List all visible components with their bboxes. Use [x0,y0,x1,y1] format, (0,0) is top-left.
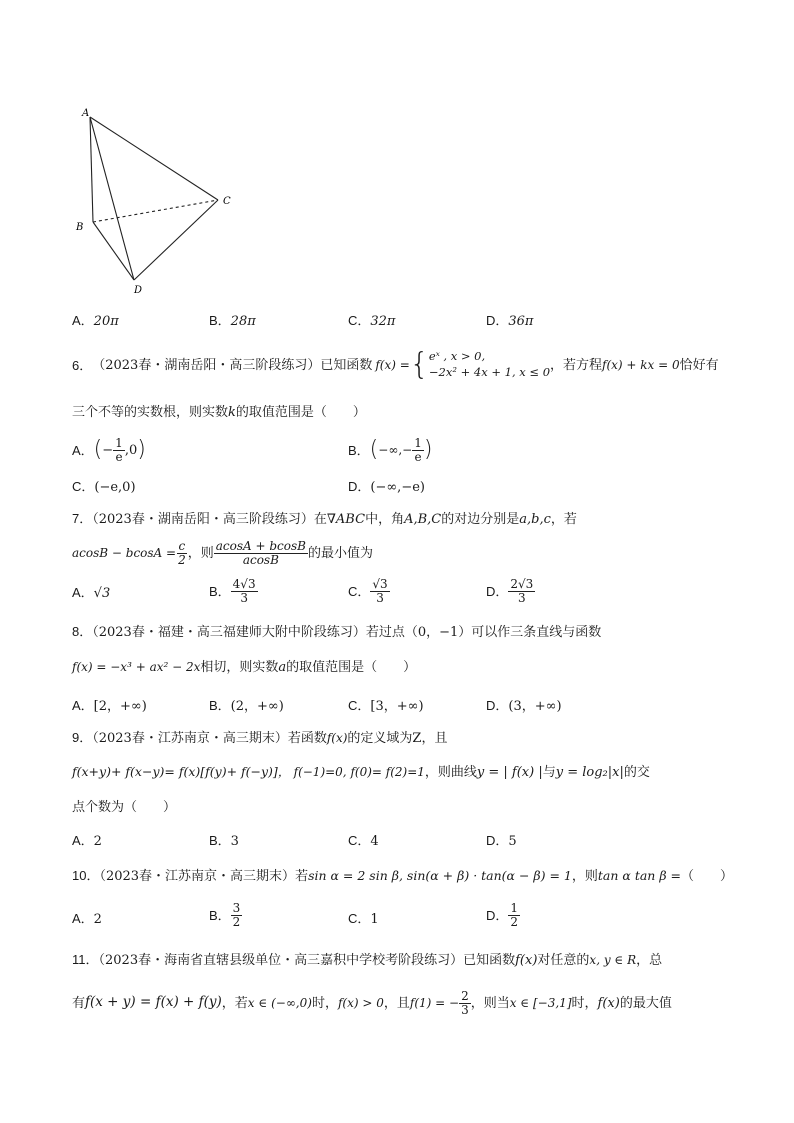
option-value: 5 [508,834,517,849]
q7-option-d[interactable] [486,578,535,604]
question-source: （2023春・湖南岳阳・高三阶段练习） [92,357,321,373]
stem-text: 若过点（0，−1）可以作三条直线与函数 [365,625,602,640]
option-value: (3，+∞) [508,699,562,714]
math-text: ,0 [124,442,138,458]
q11-stem-line1 [72,953,662,967]
stem-text: 时， [571,995,598,1011]
fraction-denominator: acosB [242,552,279,567]
option-value: 28π [230,314,256,329]
fraction-denominator: 2 [510,914,519,929]
edge-bc-hidden [93,200,218,222]
stem-text: ，则曲线 [424,765,477,780]
q5-option-d[interactable] [486,314,533,328]
fraction-numerator: 3 [232,901,241,915]
fraction [214,540,308,566]
q10-option-d[interactable] [486,902,520,928]
fraction [231,578,258,604]
option-letter: D． [348,479,371,494]
vertex-label-c: C [223,196,231,207]
math-equation: f(x + y) = f(x) + f(y) [85,994,222,1011]
q10-option-b[interactable] [209,902,242,928]
q5-option-a[interactable] [72,314,119,328]
q8-option-a[interactable] [72,699,147,713]
stem-text: 的最大值 [619,995,672,1011]
fraction-denominator: e [115,449,123,464]
q9-option-d[interactable] [486,834,517,848]
option-letter: A． [72,911,94,926]
fraction-denominator: 2 [232,914,241,929]
stem-text: 有 [72,995,86,1011]
stem-text: 三个不等的实数根，则实数 [72,405,229,420]
question-number: 11． [72,952,99,967]
stem-text: 在 [313,512,327,527]
option-letter: B． [209,313,231,328]
fraction [508,578,535,604]
math-condition: acosB − bcosA = [72,546,177,561]
question-number: 6． [72,357,93,373]
option-letter: B． [209,907,231,923]
fraction-numerator: 1 [510,901,519,915]
paren-glyph: ) [423,437,433,463]
question-number: 10． [72,868,100,883]
option-letter: A． [72,833,94,848]
math-expression: tan α tan β = [597,868,681,883]
stem-text: 时， [311,995,338,1011]
q8-option-b[interactable] [209,699,284,713]
q6-option-b[interactable] [348,437,432,463]
question-number: 9． [72,730,93,745]
math-condition: x ∈ [−3,1] [509,996,572,1011]
math-condition: ， f(−1)=0, f(0)= f(2)=1 [277,765,425,779]
fraction-numerator: 1 [414,436,422,450]
q8-stem-line2 [72,661,416,674]
fraction [176,540,188,566]
option-value: 4 [370,834,379,849]
q10-option-c[interactable] [348,912,379,926]
stem-text: 相切，则实数 [200,660,279,675]
math-curve: y = log₂|x| [555,765,624,780]
math-text: −∞,− [378,443,413,458]
math-fx: f(x) = [375,358,410,372]
math-condition: f(1) = − [409,996,460,1011]
fraction-denominator: 2 [178,552,186,567]
q7-option-a[interactable] [72,586,110,600]
edge-ab [90,117,93,222]
option-value: (−∞,−e) [370,480,425,495]
vertex-label-d: D [134,285,143,296]
q8-option-d[interactable] [486,699,562,713]
option-letter: A． [72,585,94,600]
fraction-numerator: 2√3 [510,577,534,591]
option-value: [3，+∞) [370,699,424,714]
q9-stem-line1 [72,731,447,745]
math-sides: a,b,c [519,512,551,527]
fraction-denominator: 3 [376,590,384,605]
question-number: 7． [72,511,93,526]
stem-text: 的取值范围是（ ） [286,660,417,675]
piece-case-2: −2x² + 4x + 1, x ≤ 0 [428,365,551,379]
fraction-numerator: √3 [372,577,388,591]
math-curve: y = | f(x) | [476,765,543,780]
fraction-denominator: e [414,449,422,464]
stem-text: 点个数为（ ） [72,800,177,815]
paren-glyph: ( [369,437,379,463]
fraction [412,437,424,463]
paren-glyph: ) [137,437,146,463]
q6-stem-line1 [72,347,719,382]
q6-option-a[interactable] [72,437,146,463]
q10-option-a[interactable] [72,912,102,926]
option-letter: D． [486,698,509,713]
stem-text: 已知函数 [463,953,516,968]
stem-text: （ ） [681,869,734,884]
option-value: 1 [370,912,379,927]
option-value: 2 [93,834,102,849]
math-equation: f(x+y)+ f(x−y)= f(x)[f(y)+ f(−y)] [72,764,278,779]
fraction [508,902,520,928]
q7-option-b[interactable] [209,578,258,604]
option-letter: C． [348,583,371,599]
q7-option-c[interactable] [348,578,390,604]
piecewise-cases [429,349,550,380]
option-value: (2，+∞) [230,699,284,714]
q6-option-c[interactable] [72,480,136,494]
stem-text: 对任意的 [537,953,590,968]
question-source: （2023春・海南省直辖县级单位・高三嘉积中学校考阶段练习） [98,953,464,968]
q5-option-c[interactable] [348,314,395,328]
stem-text: 的对边分别是 [441,512,520,527]
math-triangle: ∇ABC [326,512,366,527]
option-value: 36π [508,314,534,329]
question-source: （2023春・福建・高三福建师大附中阶段练习） [92,625,366,640]
q6-stem-line2 [72,406,366,419]
q8-option-c[interactable] [348,699,424,713]
stem-text: 的定义域为Z，且 [347,731,448,746]
stem-text: ，则当 [470,995,510,1011]
q9-option-c[interactable] [348,834,379,848]
fraction-denominator: 3 [518,590,526,605]
stem-text: 中，角 [365,512,405,527]
fraction [231,902,243,928]
fraction [113,437,125,463]
option-letter: C． [348,698,371,713]
option-letter: C． [348,911,371,926]
math-vars: x, y ∈ R [589,953,637,967]
option-letter: A． [72,442,94,458]
stem-text: ，若 [550,512,577,527]
q9-option-a[interactable] [72,834,102,848]
math-text: − [102,442,114,458]
stem-text: 的取值范围是（ ） [235,405,366,420]
stem-text: ，若 [221,995,248,1011]
left-brace-glyph: { [409,347,429,382]
q9-stem-line3 [72,801,176,814]
fraction-numerator: 1 [115,436,123,450]
question-source: （2023春・江苏南京・高三期末） [99,869,296,884]
fraction-numerator: 2 [461,989,469,1003]
option-value: √3 [93,586,111,601]
q6-option-d[interactable] [348,480,425,494]
option-letter: D． [486,583,509,599]
question-source: （2023春・湖南岳阳・高三阶段练习） [92,512,314,527]
question-source: （2023春・江苏南京・高三期末） [92,731,288,746]
option-letter: C． [348,313,371,328]
stem-text: ，则 [187,545,214,561]
option-letter: A． [72,313,94,328]
q11-stem-line2 [72,990,672,1016]
math-condition: f(x) > 0 [337,996,384,1011]
option-value: 3 [230,834,239,849]
option-value: 32π [370,314,396,329]
fraction-denominator: 3 [461,1002,469,1017]
stem-text: 恰好有 [679,357,719,373]
vertex-label-a: A [82,108,90,119]
math-condition: sin α = 2 sin β, sin(α + β) · tan(α − β) = 1 [308,868,572,883]
q7-stem-line2 [72,540,373,566]
piece-case-1: eˣ , x > 0, [428,349,486,364]
option-letter: B． [348,442,370,458]
math-var: a [278,660,287,675]
stem-text: ，若方程 [550,357,603,373]
stem-text: 若函数 [287,731,327,746]
option-letter: A． [72,698,94,713]
q8-stem-line1 [72,625,601,639]
option-value: [2，+∞) [93,699,147,714]
fraction-numerator: acosA + bcosB [215,539,306,553]
fraction-numerator: c [178,539,186,553]
stem-text: 的交 [623,765,650,780]
math-fx: f(x) [326,731,348,745]
stem-text: 的最小值为 [307,545,373,561]
option-value: 20π [93,314,119,329]
fraction-denominator: 3 [240,590,248,605]
tetrahedron-figure [70,100,250,300]
fraction-numerator: 4√3 [232,577,256,591]
math-var: k [228,405,236,420]
stem-text: 若 [295,869,309,884]
option-value: 2 [93,912,102,927]
math-angles: A,B,C [404,512,442,527]
q5-option-b[interactable] [209,314,256,328]
paren-glyph: ( [93,437,103,463]
vertex-label-b: B [76,222,84,233]
stem-text: ，总 [636,953,663,968]
q7-stem-line1 [72,512,577,526]
option-letter: D． [486,907,509,923]
math-equation: f(x) + kx = 0 [602,358,680,372]
option-letter: C． [72,479,95,494]
option-letter: D． [486,833,509,848]
stem-text: 与 [542,765,556,780]
math-fx: f(x) [597,995,620,1011]
edge-cd [134,200,218,280]
math-condition: x ∈ (−∞,0) [247,996,312,1011]
option-value: (−e,0) [94,480,136,495]
q10-stem [72,869,733,883]
q9-stem-line2 [72,766,650,779]
math-function: f(x) = −x³ + ax² − 2x [72,660,201,674]
option-letter: B． [209,698,231,713]
stem-text: ，则 [571,869,598,884]
question-number: 8． [72,624,93,639]
edge-bd [93,222,134,280]
q9-option-b[interactable] [209,834,239,848]
option-letter: C． [348,833,371,848]
fraction [370,578,389,604]
math-fx: f(x) [515,953,538,968]
option-letter: B． [209,583,231,599]
fraction [459,990,471,1016]
stem-text: ，且 [383,995,410,1011]
stem-text: 已知函数 [320,357,373,373]
option-letter: B． [209,833,231,848]
option-letter: D． [486,313,509,328]
